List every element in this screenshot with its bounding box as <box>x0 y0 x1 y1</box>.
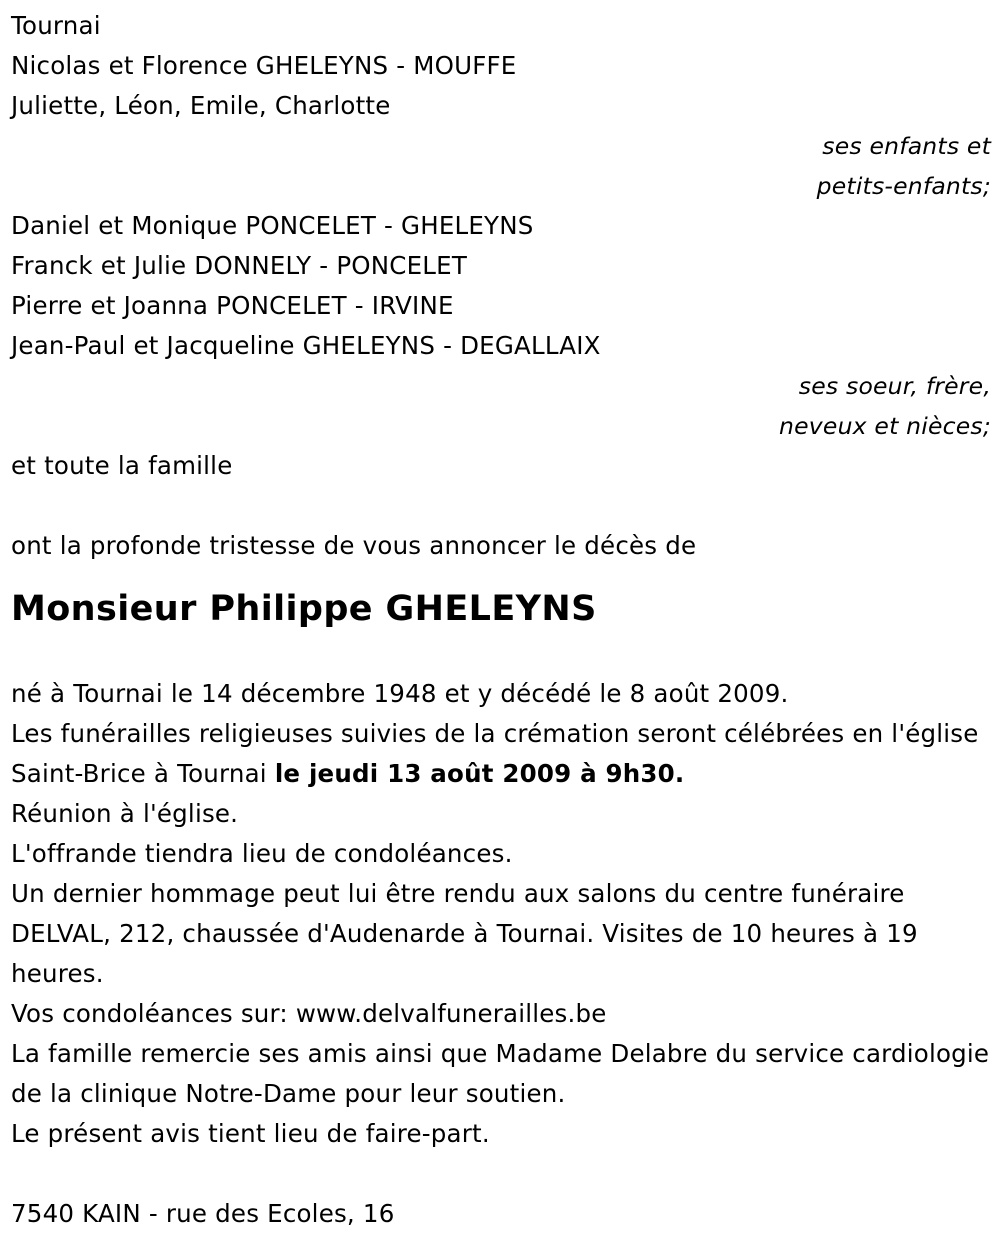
family-name-line: Pierre et Joanna PONCELET - IRVINE <box>11 291 454 320</box>
announcement-line: ont la profonde tristesse de vous annoncer le décès de <box>11 531 697 560</box>
family-name-line: Daniel et Monique PONCELET - GHELEYNS <box>11 211 534 240</box>
deceased-name: Monsieur Philippe GHELEYNS <box>11 589 597 629</box>
tribute-paragraph: Un dernier hommage peut lui être rendu aux salons du centre funéraire DELVAL, 212, chaussée d'Audenarde à Tournai. Visites de 10 heures à 19 heures. <box>11 879 918 988</box>
family-name-line: Juliette, Léon, Emile, Charlotte <box>11 91 391 120</box>
funeral-paragraph <box>11 714 991 794</box>
spacer <box>11 1154 991 1194</box>
family-name-line: Nicolas et Florence GHELEYNS - MOUFFE <box>11 51 517 80</box>
funeral-datetime: le jeudi 13 août 2009 à 9h30. <box>274 759 685 788</box>
meeting-line: Réunion à l'église. <box>11 799 239 828</box>
offering-line: L'offrande tiendra lieu de condoléances. <box>11 839 513 868</box>
address-line: 7540 KAIN - rue des Ecoles, 16 <box>11 1199 395 1228</box>
notice-line: Le présent avis tient lieu de faire-part. <box>11 1119 490 1148</box>
family-name-line: Jean-Paul et Jacqueline GHELEYNS - DEGALLAIX <box>11 331 601 360</box>
death-notice <box>11 6 991 1234</box>
relation-label: ses enfants et <box>822 132 991 160</box>
spacer <box>11 486 991 526</box>
relation-label: petits-enfants; <box>816 172 991 200</box>
condolences-line: Vos condoléances sur: www.delvalfunerailles.be <box>11 999 607 1028</box>
relation-label: ses soeur, frère, <box>798 372 991 400</box>
relation-label: neveux et nièces; <box>779 412 991 440</box>
family-name-line: Franck et Julie DONNELY - PONCELET <box>11 251 467 280</box>
city-heading: Tournai <box>11 11 101 40</box>
birth-death-line: né à Tournai le 14 décembre 1948 et y décédé le 8 août 2009. <box>11 679 789 708</box>
funeral-text: Les funérailles religieuses suivies de la crémation seront célébrées en l'église Saint-Brice à Tournai <box>11 719 979 788</box>
thanks-paragraph: La famille remercie ses amis ainsi que Madame Delabre du service cardiologie de la clinique Notre-Dame pour leur soutien. <box>11 1039 990 1108</box>
whole-family-line: et toute la famille <box>11 451 233 480</box>
